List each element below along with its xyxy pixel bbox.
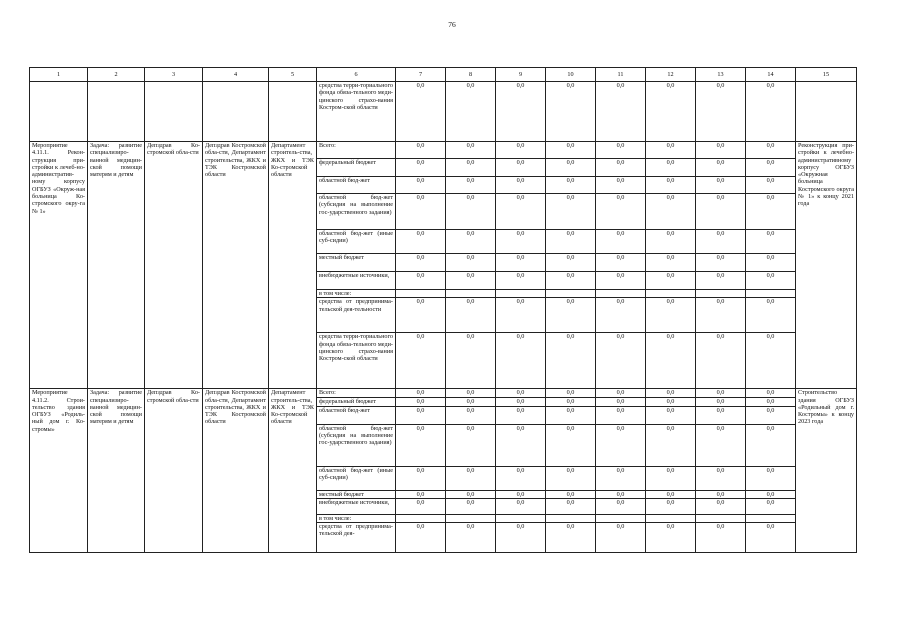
header-cell: 10 [546, 68, 596, 82]
header-cell: 4 [203, 68, 269, 82]
table-row [30, 82, 857, 142]
source-label: федеральный бюджет [317, 159, 396, 177]
value-cell [696, 514, 746, 522]
value-cell: 0,0 [546, 82, 596, 142]
value-cell: 0,0 [396, 298, 446, 333]
measure-cell: Мероприятие 4.11.1. Рекон-струкция при-стройки к лечеб-но-административ-ному корпусу ОГБУЗ «Окруж-ная больница Ко-стромского окру-га № 1» [30, 142, 88, 389]
value-cell: 0,0 [746, 177, 796, 194]
value-cell: 0,0 [696, 333, 746, 389]
header-cell: 1 [30, 68, 88, 82]
value-cell: 0,0 [696, 82, 746, 142]
value-cell: 0,0 [496, 333, 546, 389]
value-cell: 0,0 [746, 389, 796, 397]
value-cell: 0,0 [446, 523, 496, 553]
value-cell: 0,0 [746, 424, 796, 466]
result-cell: Строительство здания ОГБУЗ «Родильный дом г. Костромы» к концу 2023 года [796, 389, 857, 553]
value-cell: 0,0 [596, 490, 646, 498]
task-cell: Задача: развитие специализиро-ванной медицин-ской помощи матерям и детям [88, 389, 145, 553]
customer-cell: Депздрав Ко-стромской обла-сти [145, 142, 203, 389]
value-cell [446, 290, 496, 298]
value-cell: 0,0 [446, 424, 496, 466]
value-cell: 0,0 [596, 159, 646, 177]
value-cell: 0,0 [596, 230, 646, 254]
value-cell: 0,0 [746, 230, 796, 254]
value-cell: 0,0 [596, 523, 646, 553]
value-cell: 0,0 [696, 523, 746, 553]
header-cell: 12 [646, 68, 696, 82]
header-cell: 14 [746, 68, 796, 82]
source-label: областной бюд-жет (иные суб-сидии) [317, 466, 396, 490]
value-cell: 0,0 [396, 254, 446, 272]
value-cell: 0,0 [746, 254, 796, 272]
value-cell: 0,0 [646, 142, 696, 159]
value-cell: 0,0 [396, 490, 446, 498]
value-cell: 0,0 [696, 272, 746, 290]
value-cell: 0,0 [496, 523, 546, 553]
value-cell: 0,0 [496, 159, 546, 177]
value-cell: 0,0 [546, 490, 596, 498]
source-label: внебюджетные источники, [317, 498, 396, 514]
value-cell: 0,0 [646, 389, 696, 397]
value-cell: 0,0 [546, 194, 596, 230]
value-cell: 0,0 [396, 424, 446, 466]
value-cell: 0,0 [646, 177, 696, 194]
empty-cell [796, 82, 857, 142]
value-cell: 0,0 [596, 498, 646, 514]
source-label: средства от предпринима-тельской дея-тельности [317, 298, 396, 333]
value-cell: 0,0 [746, 333, 796, 389]
value-cell: 0,0 [646, 498, 696, 514]
value-cell: 0,0 [696, 389, 746, 397]
value-cell: 0,0 [646, 82, 696, 142]
value-cell [496, 514, 546, 522]
value-cell: 0,0 [496, 194, 546, 230]
header-cell: 13 [696, 68, 746, 82]
value-cell: 0,0 [446, 406, 496, 424]
value-cell: 0,0 [696, 177, 746, 194]
executor-cell: Депздрав Костромской обла-сти, Департамент строительства, ЖКХ и ТЭК Костромской области [203, 389, 269, 553]
value-cell: 0,0 [596, 389, 646, 397]
value-cell: 0,0 [396, 159, 446, 177]
value-cell: 0,0 [746, 194, 796, 230]
value-cell: 0,0 [696, 298, 746, 333]
value-cell: 0,0 [746, 397, 796, 406]
value-cell: 0,0 [396, 397, 446, 406]
value-cell: 0,0 [646, 159, 696, 177]
value-cell: 0,0 [646, 272, 696, 290]
value-cell: 0,0 [646, 194, 696, 230]
empty-cell [88, 82, 145, 142]
value-cell: 0,0 [446, 389, 496, 397]
value-cell: 0,0 [696, 230, 746, 254]
value-cell: 0,0 [746, 490, 796, 498]
page-number: 76 [448, 20, 456, 29]
value-cell: 0,0 [646, 466, 696, 490]
value-cell: 0,0 [496, 298, 546, 333]
source-label: местный бюджет [317, 490, 396, 498]
value-cell: 0,0 [396, 82, 446, 142]
value-cell: 0,0 [496, 397, 546, 406]
value-cell: 0,0 [546, 406, 596, 424]
value-cell: 0,0 [496, 490, 546, 498]
value-cell: 0,0 [696, 498, 746, 514]
source-label: федеральный бюджет [317, 397, 396, 406]
value-cell: 0,0 [546, 523, 596, 553]
value-cell: 0,0 [496, 82, 546, 142]
value-cell: 0,0 [546, 159, 596, 177]
value-cell: 0,0 [696, 254, 746, 272]
value-cell: 0,0 [596, 254, 646, 272]
table-row [30, 389, 857, 397]
value-cell: 0,0 [396, 498, 446, 514]
value-cell [646, 514, 696, 522]
budget-table [29, 67, 857, 553]
value-cell: 0,0 [396, 230, 446, 254]
value-cell: 0,0 [596, 298, 646, 333]
value-cell [396, 514, 446, 522]
value-cell: 0,0 [546, 389, 596, 397]
value-cell: 0,0 [696, 406, 746, 424]
value-cell: 0,0 [446, 142, 496, 159]
value-cell [696, 290, 746, 298]
value-cell [446, 514, 496, 522]
value-cell: 0,0 [446, 333, 496, 389]
value-cell: 0,0 [546, 272, 596, 290]
value-cell: 0,0 [746, 298, 796, 333]
value-cell: 0,0 [646, 424, 696, 466]
value-cell: 0,0 [646, 523, 696, 553]
value-cell: 0,0 [396, 389, 446, 397]
value-cell: 0,0 [596, 424, 646, 466]
empty-cell [30, 82, 88, 142]
value-cell [546, 290, 596, 298]
customer-cell: Депздрав Ко-стромской обла-сти [145, 389, 203, 553]
value-cell: 0,0 [696, 466, 746, 490]
value-cell [746, 514, 796, 522]
value-cell: 0,0 [546, 466, 596, 490]
value-cell: 0,0 [546, 498, 596, 514]
value-cell: 0,0 [596, 142, 646, 159]
value-cell: 0,0 [746, 523, 796, 553]
value-cell: 0,0 [446, 490, 496, 498]
value-cell: 0,0 [746, 272, 796, 290]
source-label: областной бюд-жет (субсидия на выполнение гос-ударственного задания) [317, 424, 396, 466]
source-label: областной бюд-жет [317, 406, 396, 424]
value-cell: 0,0 [446, 194, 496, 230]
value-cell: 0,0 [596, 333, 646, 389]
header-cell: 5 [269, 68, 317, 82]
value-cell: 0,0 [546, 230, 596, 254]
value-cell: 0,0 [496, 272, 546, 290]
source-label: областной бюд-жет [317, 177, 396, 194]
value-cell: 0,0 [646, 230, 696, 254]
value-cell: 0,0 [446, 272, 496, 290]
executor-cell: Депздрав Костромской обла-сти, Департамент строительства, ЖКХ и ТЭК Костромской области [203, 142, 269, 389]
value-cell: 0,0 [746, 466, 796, 490]
empty-cell [203, 82, 269, 142]
value-cell: 0,0 [396, 523, 446, 553]
value-cell: 0,0 [596, 82, 646, 142]
value-cell: 0,0 [696, 142, 746, 159]
value-cell: 0,0 [496, 254, 546, 272]
value-cell: 0,0 [396, 177, 446, 194]
value-cell: 0,0 [396, 406, 446, 424]
value-cell: 0,0 [646, 298, 696, 333]
table-row [30, 142, 857, 159]
value-cell: 0,0 [396, 194, 446, 230]
value-cell: 0,0 [546, 298, 596, 333]
result-cell: Реконструкция при-стройки к лечебно-административному корпусу ОГБУЗ «Окружная больница Костромского округа № 1» к концу 2021 года [796, 142, 857, 389]
value-cell: 0,0 [496, 177, 546, 194]
value-cell [646, 290, 696, 298]
value-cell [746, 290, 796, 298]
value-cell: 0,0 [646, 333, 696, 389]
value-cell: 0,0 [546, 254, 596, 272]
source-label: средства терри-ториального фонда обяза-тельного меди-цинского страхо-вания Костром-ской области [317, 82, 396, 142]
value-cell: 0,0 [546, 177, 596, 194]
value-cell: 0,0 [496, 424, 546, 466]
value-cell: 0,0 [446, 466, 496, 490]
value-cell [596, 290, 646, 298]
source-label: в том числе: [317, 514, 396, 522]
value-cell: 0,0 [446, 177, 496, 194]
value-cell: 0,0 [446, 254, 496, 272]
header-cell: 2 [88, 68, 145, 82]
empty-cell [145, 82, 203, 142]
header-row [30, 68, 857, 82]
value-cell: 0,0 [546, 397, 596, 406]
source-label: местный бюджет [317, 254, 396, 272]
value-cell: 0,0 [746, 406, 796, 424]
value-cell: 0,0 [446, 230, 496, 254]
value-cell: 0,0 [446, 159, 496, 177]
value-cell: 0,0 [596, 177, 646, 194]
value-cell: 0,0 [596, 466, 646, 490]
value-cell: 0,0 [696, 194, 746, 230]
value-cell [596, 514, 646, 522]
value-cell: 0,0 [746, 82, 796, 142]
header-cell: 11 [596, 68, 646, 82]
header-cell: 6 [317, 68, 396, 82]
value-cell: 0,0 [696, 397, 746, 406]
value-cell: 0,0 [646, 406, 696, 424]
value-cell: 0,0 [396, 272, 446, 290]
value-cell: 0,0 [496, 389, 546, 397]
value-cell: 0,0 [396, 333, 446, 389]
source-label: в том числе: [317, 290, 396, 298]
value-cell: 0,0 [546, 142, 596, 159]
value-cell: 0,0 [646, 397, 696, 406]
value-cell: 0,0 [596, 406, 646, 424]
value-cell: 0,0 [496, 142, 546, 159]
value-cell: 0,0 [646, 254, 696, 272]
value-cell: 0,0 [446, 82, 496, 142]
value-cell: 0,0 [596, 272, 646, 290]
value-cell: 0,0 [596, 397, 646, 406]
value-cell: 0,0 [496, 406, 546, 424]
value-cell: 0,0 [546, 333, 596, 389]
value-cell: 0,0 [696, 424, 746, 466]
value-cell: 0,0 [396, 142, 446, 159]
empty-cell [269, 82, 317, 142]
value-cell [546, 514, 596, 522]
header-cell: 8 [446, 68, 496, 82]
source-label: внебюджетные источники, [317, 272, 396, 290]
value-cell: 0,0 [496, 466, 546, 490]
value-cell: 0,0 [596, 194, 646, 230]
task-cell: Задача: развитие специализиро-ванной медицин-ской помощи матерям и детям [88, 142, 145, 389]
value-cell: 0,0 [496, 498, 546, 514]
value-cell: 0,0 [396, 466, 446, 490]
value-cell: 0,0 [546, 424, 596, 466]
value-cell: 0,0 [496, 230, 546, 254]
header-cell: 15 [796, 68, 857, 82]
value-cell: 0,0 [696, 490, 746, 498]
source-label: Всего: [317, 389, 396, 397]
source-label: областной бюд-жет (иные суб-сидии) [317, 230, 396, 254]
source-label: Всего: [317, 142, 396, 159]
measure-cell: Мероприятие 4.11.2. Строи-тельство здания ОГБУЗ «Родиль-ный дом г. Ко-стромы» [30, 389, 88, 553]
value-cell: 0,0 [646, 490, 696, 498]
coexecutor-cell: Департамент строитель-ства, ЖКХ и ТЭК Ко-стромской области [269, 389, 317, 553]
header-cell: 9 [496, 68, 546, 82]
value-cell: 0,0 [446, 397, 496, 406]
source-label: средства терри-ториального фонда обяза-тельного меди-цинского страхо-вания Костром-ской области [317, 333, 396, 389]
header-cell: 3 [145, 68, 203, 82]
source-label: областной бюд-жет (субсидия на выполнение гос-ударственного задания) [317, 194, 396, 230]
value-cell: 0,0 [746, 142, 796, 159]
source-label: средства от предпринима-тельской дея- [317, 523, 396, 553]
value-cell: 0,0 [746, 498, 796, 514]
value-cell: 0,0 [746, 159, 796, 177]
coexecutor-cell: Департамент строитель-ства, ЖКХ и ТЭК Ко-стромской области [269, 142, 317, 389]
value-cell [396, 290, 446, 298]
header-cell: 7 [396, 68, 446, 82]
value-cell: 0,0 [446, 298, 496, 333]
value-cell: 0,0 [446, 498, 496, 514]
value-cell: 0,0 [696, 159, 746, 177]
value-cell [496, 290, 546, 298]
